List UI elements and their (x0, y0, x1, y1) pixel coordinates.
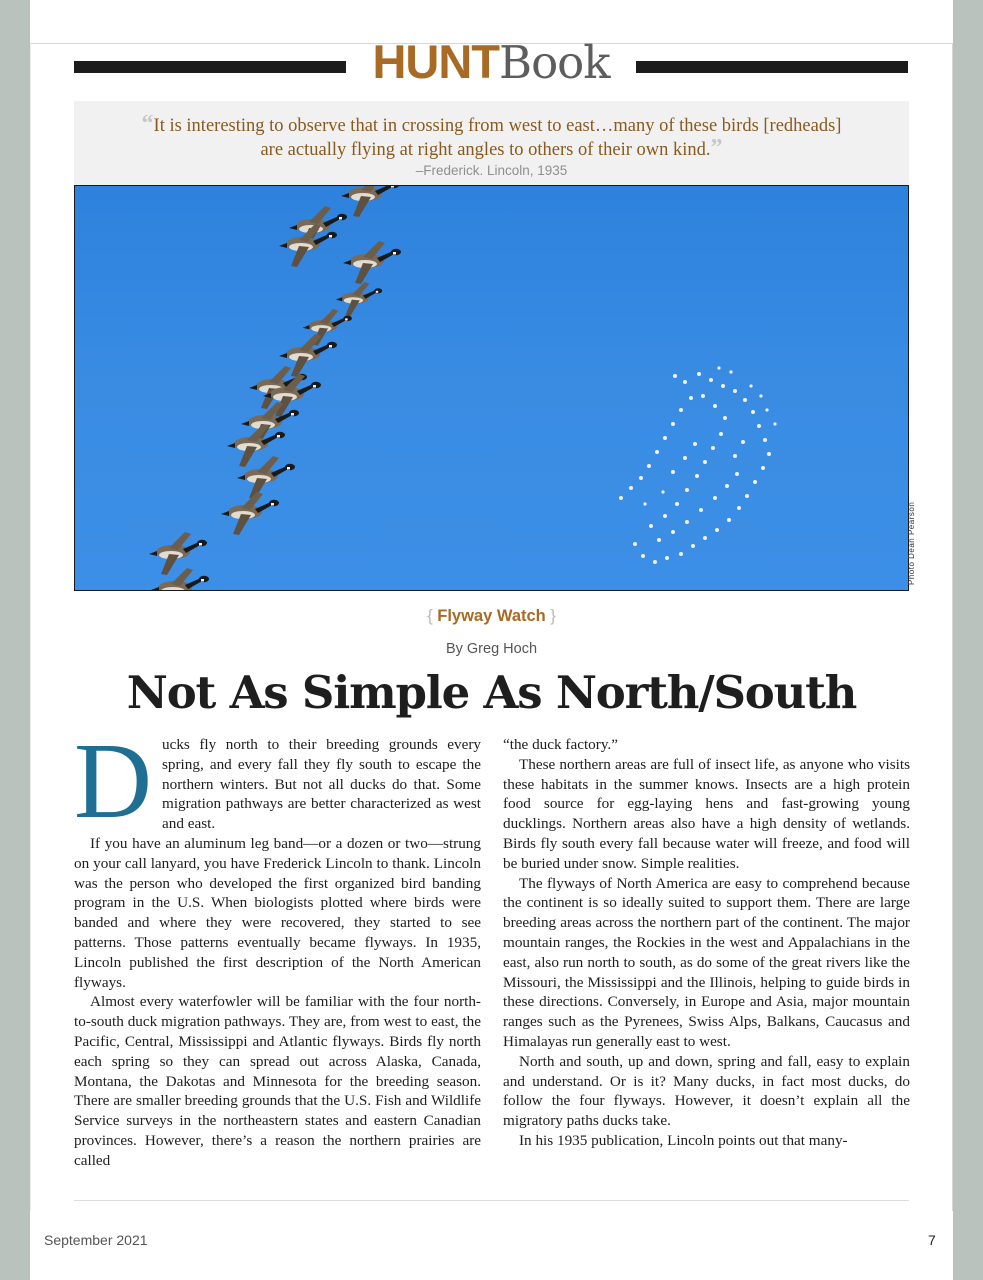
article-column-1 (74, 722, 481, 1171)
pull-quote-text (134, 113, 849, 161)
paragraph: Almost every waterfowler will be familiar with the four north-to-south duck migration pathways. They are, from west to east, the Pacific, Central, Mississippi and Atlantic flyways. Birds fly north each spring so they can spread out across Alaska, Canada, Montana, the Dakotas and Minnesota for the breeding season. There are smaller breeding grounds that the U.S. Fish and Wildlife Service surveys in the northeastern states and eastern Canadian provinces. However, there’s a reason the northern prairies are called (74, 993, 481, 1169)
paragraph: In his 1935 publication, Lincoln points out that many- (519, 1131, 848, 1149)
department-name: Flyway Watch (437, 607, 546, 625)
pull-quote (74, 101, 909, 185)
department-open-brace: { (427, 606, 433, 625)
article-headline: Not As Simple As North/South (126, 666, 857, 719)
department-label (0, 606, 983, 626)
right-margin-bar (953, 0, 983, 1280)
paragraph: These northern areas are full of insect life, as anyone who visits these habitats in the summer knows. Insects are a high protein food source for egg-laying hens and fast-growing young ducklings. Northern areas also have a high density of wetlands. Birds fly south every fall because water will freeze, and food will be buried under snow. Simple realities. (503, 755, 910, 872)
page-number: 7 (928, 1232, 936, 1248)
close-quote-mark: ” (710, 135, 723, 161)
paragraph: “the duck factory.” (503, 736, 618, 753)
masthead-rule-right (636, 61, 908, 73)
distant-snow-geese-flock (619, 366, 777, 564)
paragraph: ucks fly north to their breeding grounds every spring, and every fall they fly south to escape the northern winters. But not all ducks do that. Some migration pathways are better characterized as west and east. (162, 736, 481, 833)
bottom-rule (74, 1200, 909, 1201)
article-column-2 (503, 735, 910, 1151)
byline: By Greg Hoch (445, 641, 538, 657)
paragraph: The flyways of North America are easy to comprehend because the continent is so ideally suited to support them. There are large breeding areas across the northern part of the continent. The major mountain ranges, the Rockies in the west and Appalachians in the east, also run north to south, as do some of the great rivers like the Missouri, the Mississippi and the Illinois, helping to guide birds in these directions. Conversely, in Europe and Asia, major mountain ranges such as the Pyrenees, Swiss Alps, Balkans, Caucasus and Himalayas run generally east to west. (503, 874, 910, 1050)
department-close-brace: } (550, 606, 556, 625)
footer-date: September 2021 (44, 1232, 148, 1248)
open-quote-mark: “ (141, 111, 154, 137)
quote-attribution: –Frederick. Lincoln, 1935 (415, 163, 568, 178)
paragraph: If you have an aluminum leg band—or a dozen or two—strung on your call lanyard, you have Frederick Lincoln to thank. Lincoln was the person who developed the first organized bird banding program in the U.S. When biologists plotted where birds were banded and where they were recovered, they started to see patterns. Those patterns eventually became flyways. In 1935, Lincoln published the first description of the North American flyways. (74, 834, 481, 991)
quote-body: It is interesting to observe that in crossing from west to east…many of these birds [redheads] are actually flying at right angles to others of their own kind. (153, 116, 842, 160)
drop-cap: D (74, 722, 152, 841)
paragraph: North and south, up and down, spring and fall, easy to explain and understand. Or is it? Many ducks, in fact most ducks, do follow the four flyways. However, it doesn’t explain all the migratory paths ducks take. (503, 1052, 910, 1130)
masthead-rule-left (74, 61, 346, 73)
geese-photo (74, 185, 909, 591)
geese-illustration (75, 186, 909, 591)
masthead-hunt: HUNT (372, 35, 499, 88)
photo-credit: Photo Dean Pearson (907, 501, 916, 585)
masthead (346, 32, 636, 104)
masthead-book: Book (499, 36, 610, 89)
goose-v-formation (149, 186, 401, 591)
left-margin-bar (0, 0, 30, 1280)
